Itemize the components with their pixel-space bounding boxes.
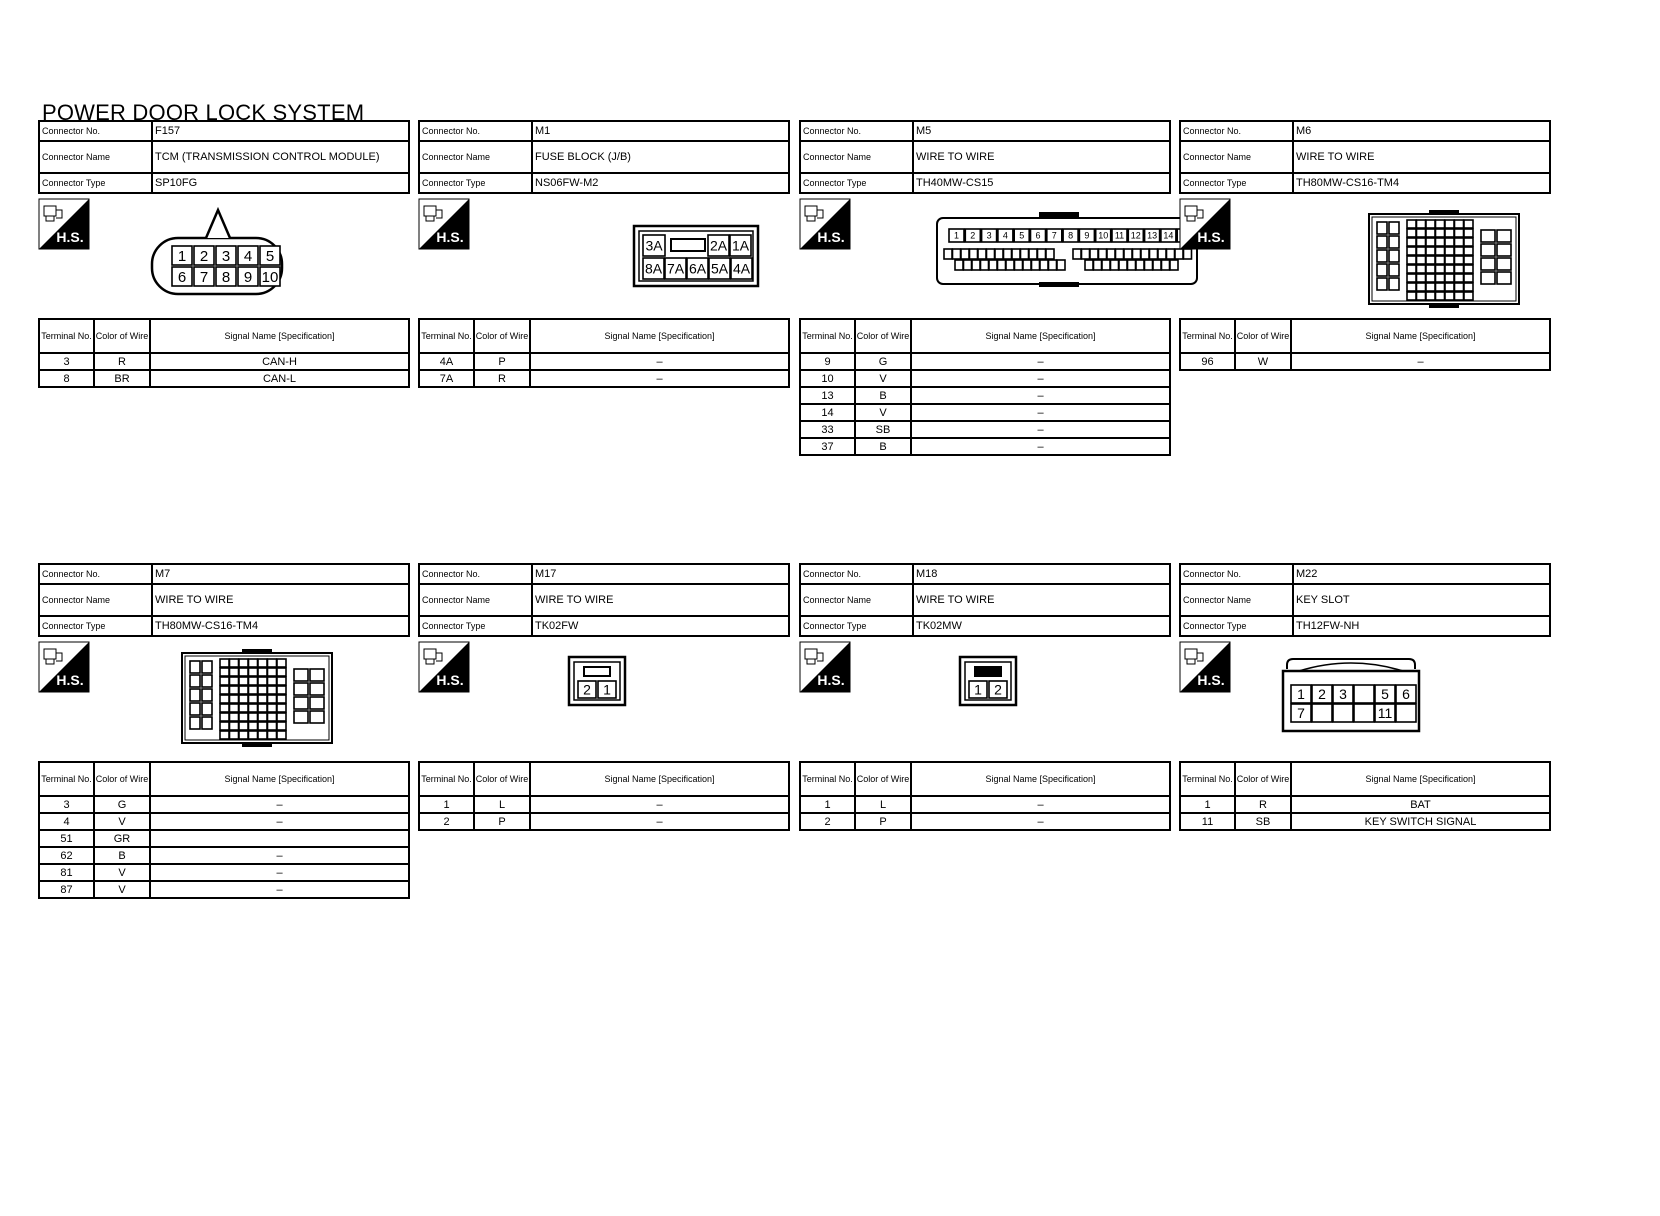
table-row	[39, 881, 409, 898]
connector-name-value: WIRE TO WIRE	[913, 141, 1170, 173]
pin-label: 10	[261, 268, 279, 286]
connector-no-label: Connector No.	[419, 121, 532, 141]
connector-no-value: M5	[913, 121, 1170, 141]
table-row	[800, 438, 1170, 455]
terminal-no-header: Terminal No.	[39, 762, 94, 796]
connector-no-value: M22	[1293, 564, 1550, 584]
pin-label: 1A	[731, 237, 750, 254]
connector-type-label: Connector Type	[800, 173, 913, 193]
terminal-no: 87	[39, 881, 94, 898]
signal-name: –	[150, 796, 409, 813]
pin-label: 7	[199, 268, 209, 286]
signal-name: CAN-H	[150, 353, 409, 370]
wire-color: G	[855, 353, 911, 370]
terminal-no-header: Terminal No.	[1180, 762, 1235, 796]
signal-name-header: Signal Name [Specification]	[150, 319, 409, 353]
connector-type-label: Connector Type	[1180, 173, 1293, 193]
terminal-no: 1	[800, 796, 855, 813]
signal-name: –	[150, 881, 409, 898]
connector-type-value: SP10FG	[152, 173, 409, 193]
connector-face-diagram	[889, 198, 1174, 308]
terminal-no: 9	[800, 353, 855, 370]
pin-label: 8	[1068, 230, 1074, 241]
connector-card-m22	[1179, 563, 1551, 903]
terminal-no: 33	[800, 421, 855, 438]
wire-color: V	[94, 881, 150, 898]
hs-icon	[418, 198, 470, 250]
connector-type-label: Connector Type	[800, 616, 913, 636]
signal-name-header: Signal Name [Specification]	[1291, 762, 1550, 796]
connector-name-value: TCM (TRANSMISSION CONTROL MODULE)	[152, 141, 409, 173]
connector-header-table	[799, 563, 1171, 637]
table-row	[800, 813, 1170, 830]
table-row	[419, 353, 789, 370]
pin-label: 7	[1297, 705, 1305, 722]
hs-label: H.S.	[56, 672, 84, 688]
pin-label: 5	[1019, 230, 1025, 241]
connector-header-table	[418, 563, 790, 637]
hs-icon	[418, 641, 470, 693]
connector-no-value: F157	[152, 121, 409, 141]
connector-no-label: Connector No.	[1180, 564, 1293, 584]
pin-label: 6A	[688, 260, 707, 277]
connector-header-table	[1179, 563, 1551, 637]
signal-name: –	[911, 387, 1170, 404]
terminal-no: 81	[39, 864, 94, 881]
table-row	[39, 370, 409, 387]
terminal-no: 37	[800, 438, 855, 455]
connector-face-diagram	[1269, 198, 1539, 308]
terminal-no: 51	[39, 830, 94, 847]
pin-label: 1	[603, 681, 611, 698]
signal-name-header: Signal Name [Specification]	[530, 762, 789, 796]
signal-name-header: Signal Name [Specification]	[530, 319, 789, 353]
terminal-no-header: Terminal No.	[800, 762, 855, 796]
connector-name-value: KEY SLOT	[1293, 584, 1550, 616]
connector-name-label: Connector Name	[1180, 584, 1293, 616]
connector-no-label: Connector No.	[800, 564, 913, 584]
connector-type-value: TH40MW-CS15	[913, 173, 1170, 193]
wire-color: BR	[94, 370, 150, 387]
table-row	[800, 421, 1170, 438]
wire-color: R	[94, 353, 150, 370]
pin-label: 12	[1130, 230, 1141, 241]
connector-name-value: WIRE TO WIRE	[152, 584, 409, 616]
hs-label: H.S.	[1197, 229, 1225, 245]
table-row	[800, 796, 1170, 813]
signal-name: –	[530, 370, 789, 387]
connector-card-f157	[38, 120, 410, 460]
connector-type-label: Connector Type	[419, 616, 532, 636]
pin-label: 4	[1002, 230, 1008, 241]
connector-no-value: M18	[913, 564, 1170, 584]
wire-color-header: Color of Wire	[855, 319, 911, 353]
wire-color: W	[1235, 353, 1291, 370]
signal-name: –	[911, 421, 1170, 438]
terminal-no-header: Terminal No.	[800, 319, 855, 353]
table-row	[1180, 813, 1550, 830]
terminal-table	[38, 761, 410, 899]
connector-no-label: Connector No.	[39, 121, 152, 141]
pin-label: 2	[994, 681, 1002, 698]
terminal-no: 4A	[419, 353, 474, 370]
table-row	[1180, 353, 1550, 370]
connector-card-m7	[38, 563, 410, 903]
table-row	[39, 813, 409, 830]
pin-label: 5	[1381, 686, 1389, 703]
pin-label: 7A	[666, 260, 685, 277]
connector-no-label: Connector No.	[419, 564, 532, 584]
pin-label: 3	[986, 230, 992, 241]
pin-label: 9	[243, 268, 253, 286]
wire-color: L	[855, 796, 911, 813]
table-row	[1180, 796, 1550, 813]
wire-color: SB	[855, 421, 911, 438]
signal-name	[150, 830, 409, 847]
table-row	[800, 387, 1170, 404]
pin-label: 10	[1098, 230, 1109, 241]
connector-card-m17	[418, 563, 790, 903]
terminal-table	[799, 761, 1171, 831]
pin-label: 5A	[710, 260, 729, 277]
signal-name: CAN-L	[150, 370, 409, 387]
wire-color: V	[94, 864, 150, 881]
pin-label: 8	[221, 268, 231, 286]
connector-face-diagram	[1269, 641, 1539, 751]
wire-color: B	[94, 847, 150, 864]
connector-no-value: M6	[1293, 121, 1550, 141]
signal-name: –	[150, 847, 409, 864]
connector-type-label: Connector Type	[419, 173, 532, 193]
wire-color-header: Color of Wire	[94, 762, 150, 796]
wire-color: G	[94, 796, 150, 813]
pin-label: 1	[974, 681, 982, 698]
terminal-no-header: Terminal No.	[419, 319, 474, 353]
hs-label: H.S.	[817, 229, 845, 245]
connector-card-m5	[799, 120, 1174, 460]
terminal-no: 7A	[419, 370, 474, 387]
connector-type-label: Connector Type	[39, 616, 152, 636]
table-row	[800, 370, 1170, 387]
connector-name-label: Connector Name	[800, 584, 913, 616]
connector-face-diagram	[128, 641, 398, 751]
terminal-no: 8	[39, 370, 94, 387]
connector-header-table	[38, 563, 410, 637]
wire-color: P	[474, 353, 530, 370]
terminal-no: 3	[39, 353, 94, 370]
connector-name-value: FUSE BLOCK (J/B)	[532, 141, 789, 173]
terminal-no-header: Terminal No.	[419, 762, 474, 796]
connector-type-value: TH12FW-NH	[1293, 616, 1550, 636]
pin-label: 7	[1051, 230, 1057, 241]
signal-name: –	[150, 813, 409, 830]
hs-icon	[1179, 198, 1231, 250]
signal-name: –	[911, 813, 1170, 830]
terminal-no-header: Terminal No.	[1180, 319, 1235, 353]
connector-type-label: Connector Type	[1180, 616, 1293, 636]
pin-label: 14	[1163, 230, 1174, 241]
pin-label: 2A	[709, 237, 728, 254]
terminal-no: 2	[419, 813, 474, 830]
pin-label: 4	[243, 247, 253, 265]
pin-label: 1	[953, 230, 960, 241]
connector-header-table	[418, 120, 790, 194]
connector-no-label: Connector No.	[800, 121, 913, 141]
terminal-no: 10	[800, 370, 855, 387]
pin-label: 1	[177, 247, 187, 265]
signal-name: –	[530, 813, 789, 830]
terminal-no: 2	[800, 813, 855, 830]
pin-label: 2	[583, 681, 591, 698]
connector-header-table	[799, 120, 1171, 194]
wire-color: GR	[94, 830, 150, 847]
terminal-no: 62	[39, 847, 94, 864]
pin-label: 3	[221, 247, 231, 265]
pin-label: 3	[1339, 686, 1347, 703]
signal-name-header: Signal Name [Specification]	[1291, 319, 1550, 353]
table-row	[419, 796, 789, 813]
hs-label: H.S.	[436, 229, 464, 245]
table-row	[39, 847, 409, 864]
wire-color: P	[474, 813, 530, 830]
wire-color: P	[855, 813, 911, 830]
table-row	[800, 353, 1170, 370]
connector-type-value: NS06FW-M2	[532, 173, 789, 193]
pin-label: 11	[1114, 230, 1125, 241]
connector-name-label: Connector Name	[800, 141, 913, 173]
table-row	[39, 353, 409, 370]
signal-name: –	[911, 370, 1170, 387]
pin-label: 2	[1318, 686, 1326, 703]
connector-type-value: TK02FW	[532, 616, 789, 636]
connector-face-diagram	[889, 641, 1159, 751]
signal-name: –	[911, 404, 1170, 421]
hs-icon	[799, 198, 851, 250]
hs-icon	[38, 641, 90, 693]
signal-name: KEY SWITCH SIGNAL	[1291, 813, 1550, 830]
wire-color: B	[855, 387, 911, 404]
page-title: POWER DOOR LOCK SYSTEM	[42, 100, 365, 125]
terminal-no: 13	[800, 387, 855, 404]
terminal-table	[1179, 318, 1551, 371]
signal-name: –	[911, 438, 1170, 455]
pin-label: 8A	[644, 260, 663, 277]
connector-no-value: M7	[152, 564, 409, 584]
wire-color: L	[474, 796, 530, 813]
pin-label: 4A	[732, 260, 751, 277]
connector-card-m6	[1179, 120, 1551, 460]
wire-color: V	[855, 404, 911, 421]
terminal-table	[799, 318, 1171, 456]
hs-label: H.S.	[1197, 672, 1225, 688]
connector-type-value: TH80MW-CS16-TM4	[1293, 173, 1550, 193]
terminal-no: 3	[39, 796, 94, 813]
signal-name-header: Signal Name [Specification]	[911, 319, 1170, 353]
connector-header-table	[38, 120, 410, 194]
connector-type-label: Connector Type	[39, 173, 152, 193]
connector-no-value: M17	[532, 564, 789, 584]
pin-label: 1	[1297, 686, 1305, 703]
pin-label: 11	[1377, 705, 1393, 722]
connector-face-diagram	[508, 641, 778, 751]
wire-color-header: Color of Wire	[94, 319, 150, 353]
signal-name: –	[530, 353, 789, 370]
pin-label: 6	[1402, 686, 1410, 703]
hs-label: H.S.	[436, 672, 464, 688]
signal-name: –	[911, 353, 1170, 370]
connector-name-label: Connector Name	[39, 584, 152, 616]
connector-name-value: WIRE TO WIRE	[1293, 141, 1550, 173]
terminal-no: 11	[1180, 813, 1235, 830]
connector-no-value: M1	[532, 121, 789, 141]
table-row	[800, 404, 1170, 421]
terminal-no: 4	[39, 813, 94, 830]
terminal-no-header: Terminal No.	[39, 319, 94, 353]
signal-name: –	[150, 864, 409, 881]
connector-name-label: Connector Name	[1180, 141, 1293, 173]
connector-name-label: Connector Name	[419, 141, 532, 173]
pin-label: 3A	[645, 237, 663, 254]
table-row	[419, 813, 789, 830]
signal-name: –	[1291, 353, 1550, 370]
pin-label: 2	[970, 230, 976, 241]
connector-header-table	[1179, 120, 1551, 194]
table-row	[39, 830, 409, 847]
pin-label: 13	[1147, 230, 1158, 241]
hs-icon	[799, 641, 851, 693]
terminal-table	[38, 318, 410, 388]
signal-name-header: Signal Name [Specification]	[150, 762, 409, 796]
table-row	[419, 370, 789, 387]
terminal-table	[418, 318, 790, 388]
terminal-table	[418, 761, 790, 831]
wire-color: R	[474, 370, 530, 387]
connector-card-m18	[799, 563, 1171, 903]
wire-color: V	[94, 813, 150, 830]
pin-label: 9	[1084, 230, 1090, 241]
wire-color-header: Color of Wire	[1235, 762, 1291, 796]
pin-label: 5	[265, 247, 275, 265]
wire-color: B	[855, 438, 911, 455]
wire-color-header: Color of Wire	[474, 762, 530, 796]
hs-label: H.S.	[817, 672, 845, 688]
hs-label: H.S.	[56, 229, 84, 245]
table-row	[39, 864, 409, 881]
connector-name-label: Connector Name	[419, 584, 532, 616]
connector-no-label: Connector No.	[39, 564, 152, 584]
connector-name-value: WIRE TO WIRE	[532, 584, 789, 616]
wire-color: R	[1235, 796, 1291, 813]
wire-color-header: Color of Wire	[855, 762, 911, 796]
hs-icon	[1179, 641, 1231, 693]
table-row	[39, 796, 409, 813]
hs-icon	[38, 198, 90, 250]
terminal-no: 96	[1180, 353, 1235, 370]
signal-name: –	[530, 796, 789, 813]
terminal-no: 1	[419, 796, 474, 813]
connector-type-value: TK02MW	[913, 616, 1170, 636]
signal-name-header: Signal Name [Specification]	[911, 762, 1170, 796]
pin-label: 6	[177, 268, 187, 286]
wire-color: V	[855, 370, 911, 387]
wire-color-header: Color of Wire	[474, 319, 530, 353]
terminal-no: 14	[800, 404, 855, 421]
signal-name: BAT	[1291, 796, 1550, 813]
connector-type-value: TH80MW-CS16-TM4	[152, 616, 409, 636]
signal-name: –	[911, 796, 1170, 813]
wire-color: SB	[1235, 813, 1291, 830]
terminal-table	[1179, 761, 1551, 831]
connector-name-value: WIRE TO WIRE	[913, 584, 1170, 616]
connector-face-diagram	[508, 198, 778, 308]
terminal-no: 1	[1180, 796, 1235, 813]
connector-name-label: Connector Name	[39, 141, 152, 173]
connector-face-diagram	[128, 198, 398, 308]
connector-card-m1	[418, 120, 790, 460]
wire-color-header: Color of Wire	[1235, 319, 1291, 353]
pin-label: 2	[199, 247, 209, 265]
pin-label: 6	[1035, 230, 1041, 241]
connector-no-label: Connector No.	[1180, 121, 1293, 141]
